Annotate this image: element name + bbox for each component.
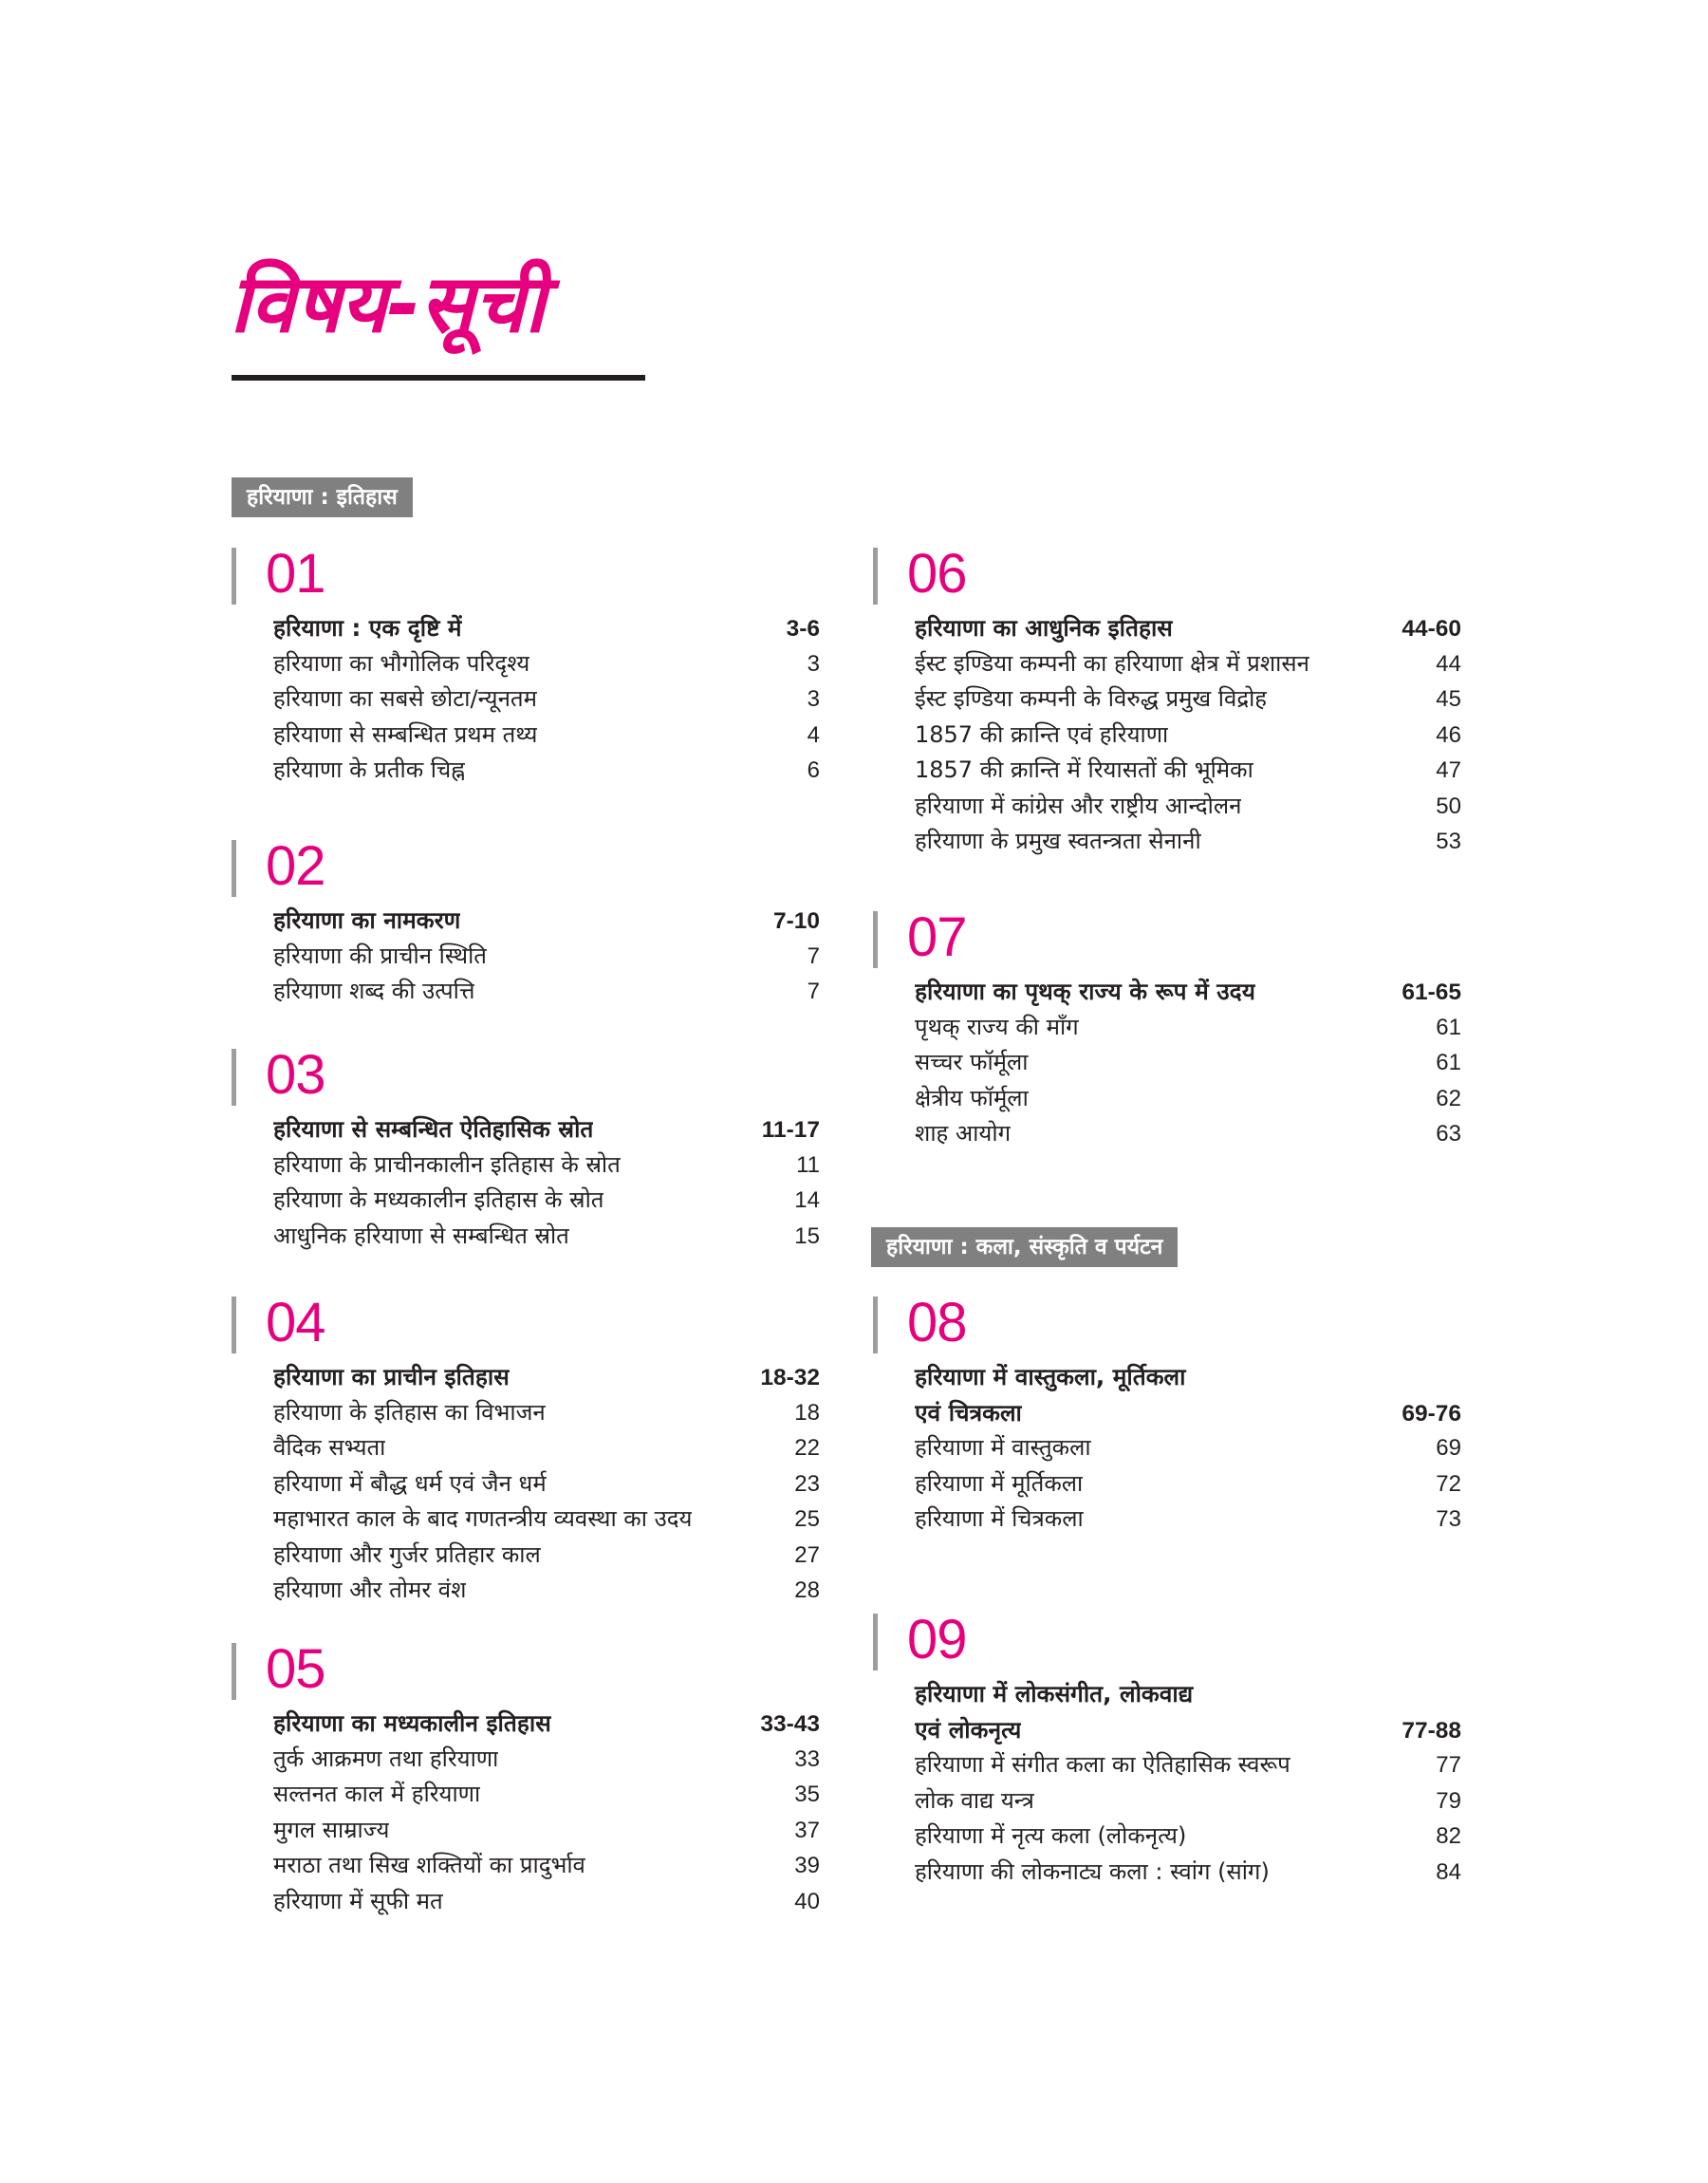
topic-title: मुगल साम्राज्य — [273, 1816, 390, 1843]
chapter-heading-line1: हरियाणा में लोकसंगीत, लोकवाद्य — [915, 1680, 1194, 1707]
topic-title: 1857 की क्रान्ति एवं हरियाणा — [915, 720, 1169, 748]
topic-title: हरियाणा का भौगोलिक परिदृश्य — [273, 649, 530, 677]
topic-page: 27 — [794, 1541, 820, 1568]
topic-title: हरियाणा में चित्रकला — [915, 1505, 1084, 1532]
topic-page: 44 — [1436, 650, 1461, 677]
chapter-bar — [873, 911, 878, 968]
topic-page: 39 — [794, 1853, 820, 1878]
chapter-page-range: 77-88 — [1402, 1717, 1461, 1744]
chapter-number: 01 — [266, 543, 325, 605]
chapter-page-range: 18-32 — [760, 1365, 820, 1390]
topic-page: 45 — [1436, 686, 1461, 712]
topic-row[interactable] — [273, 1538, 820, 1574]
topic-page: 22 — [794, 1435, 820, 1461]
chapter-heading-row[interactable] — [273, 1706, 820, 1742]
topic-page: 7 — [807, 979, 820, 1004]
topic-title: तुर्क आक्रमण तथा हरियाणा — [273, 1745, 499, 1772]
topic-row[interactable] — [273, 974, 820, 1010]
topic-title: हरियाणा के प्रतीक चिह्न — [273, 756, 466, 783]
chapter-page-range: 11-17 — [761, 1117, 820, 1143]
chapter-heading: हरियाणा का पृथक् राज्य के रूप में उदय — [915, 978, 1255, 1005]
topic-title: हरियाणा में संगीत कला का ऐतिहासिक स्वरूप — [915, 1751, 1290, 1778]
topic-page: 50 — [1436, 793, 1461, 819]
topic-title: हरियाणा में नृत्य कला (लोकनृत्य) — [915, 1822, 1187, 1849]
topic-page: 6 — [807, 757, 820, 783]
topic-title: 1857 की क्रान्ति में रियासतों की भूमिका — [915, 756, 1253, 783]
chapter-bar — [232, 840, 236, 897]
topic-page: 28 — [794, 1577, 820, 1603]
chapter-page-range: 69-76 — [1402, 1400, 1461, 1427]
topic-row[interactable] — [273, 1742, 820, 1778]
topic-title: ईस्ट इण्डिया कम्पनी का हरियाणा क्षेत्र में प्रशासन — [915, 649, 1309, 677]
chapter-number: 06 — [907, 543, 967, 605]
chapter-heading-row[interactable] — [273, 1359, 820, 1395]
topic-row[interactable] — [273, 1466, 820, 1502]
topic-title: पृथक् राज्य की माँग — [915, 1013, 1079, 1040]
page-title: विषय-सूची — [230, 257, 546, 350]
chapter-heading: एवं चित्रकला — [915, 1398, 1022, 1427]
topic-page: 61 — [1436, 1014, 1461, 1040]
chapter-heading-row[interactable] — [915, 1712, 1461, 1748]
chapter-page-range: 61-65 — [1402, 980, 1461, 1005]
chapter-heading: हरियाणा से सम्बन्धित ऐतिहासिक स्रोत — [273, 1115, 594, 1143]
topic-page: 33 — [794, 1745, 820, 1772]
topic-page: 25 — [794, 1506, 820, 1532]
topic-title: हरियाणा में सूफी मत — [273, 1887, 443, 1914]
topic-title: हरियाणा में वास्तुकला — [915, 1434, 1091, 1461]
topic-row[interactable] — [915, 1819, 1461, 1855]
topic-row[interactable] — [273, 939, 820, 975]
topic-title: आधुनिक हरियाणा से सम्बन्धित स्रोत — [273, 1222, 569, 1249]
chapter-heading: हरियाणा का प्राचीन इतिहास — [273, 1363, 510, 1390]
topic-row[interactable] — [273, 1848, 820, 1884]
chapter-page-range: 3-6 — [786, 616, 820, 642]
topic-title: हरियाणा शब्द की उत्पत्ति — [273, 978, 475, 1004]
topic-page: 4 — [807, 721, 820, 748]
topic-page: 23 — [794, 1470, 820, 1497]
chapter-heading: एवं लोकनृत्य — [915, 1715, 1022, 1744]
topic-row[interactable] — [915, 1466, 1461, 1502]
topic-row[interactable] — [273, 681, 820, 718]
topic-page: 47 — [1436, 757, 1461, 783]
topic-page: 3 — [807, 650, 820, 677]
topic-row[interactable] — [915, 646, 1461, 682]
topic-row[interactable] — [915, 1430, 1461, 1466]
chapter-page-range: 33-43 — [760, 1711, 820, 1737]
chapter-heading-row[interactable] — [273, 610, 820, 646]
topic-row[interactable] — [273, 1395, 820, 1431]
topic-row[interactable] — [915, 1045, 1461, 1081]
chapter-number: 03 — [266, 1044, 325, 1106]
topic-page: 69 — [1436, 1435, 1461, 1461]
chapter-heading-row[interactable] — [915, 610, 1461, 646]
topic-row[interactable] — [273, 1813, 820, 1849]
topic-page: 18 — [794, 1399, 820, 1426]
section-label-history: हरियाणा : इतिहास — [232, 477, 413, 517]
chapter-number: 02 — [266, 835, 325, 897]
topic-row[interactable] — [273, 753, 820, 789]
topic-title: हरियाणा के इतिहास का विभाजन — [273, 1398, 546, 1426]
chapter-heading: हरियाणा : एक दृष्टि में — [273, 614, 462, 642]
topic-row[interactable] — [915, 1502, 1461, 1538]
topic-page: 72 — [1436, 1470, 1461, 1497]
chapter-bar — [232, 548, 236, 605]
topic-page: 15 — [794, 1222, 820, 1249]
topic-row[interactable] — [273, 1777, 820, 1813]
topic-page: 61 — [1436, 1050, 1461, 1075]
topic-page: 14 — [794, 1187, 820, 1213]
topic-title: हरियाणा और तोमर वंश — [273, 1577, 467, 1603]
chapter-number: 04 — [266, 1292, 325, 1353]
topic-page: 73 — [1436, 1506, 1461, 1532]
topic-row[interactable] — [273, 1573, 820, 1609]
chapter-heading-line1: हरियाणा में वास्तुकला, मूर्तिकला — [915, 1363, 1186, 1390]
chapter-heading-row[interactable] — [915, 1395, 1461, 1431]
topic-title: हरियाणा और गुर्जर प्रतिहार काल — [273, 1540, 541, 1568]
topic-page: 84 — [1436, 1858, 1461, 1885]
topic-page: 63 — [1436, 1121, 1461, 1147]
topic-row[interactable] — [915, 1747, 1461, 1783]
topic-title: हरियाणा में मूर्तिकला — [915, 1469, 1084, 1497]
chapter-heading: हरियाणा का नामकरण — [273, 906, 461, 934]
section-label-culture: हरियाणा : कला, संस्कृति व पर्यटन — [871, 1227, 1178, 1267]
topic-title: ईस्ट इण्डिया कम्पनी के विरुद्ध प्रमुख विद्रोह — [915, 685, 1268, 712]
topic-title: हरियाणा से सम्बन्धित प्रथम तथ्य — [273, 720, 538, 748]
topic-title: क्षेत्रीय फॉर्मूला — [915, 1084, 1029, 1111]
topic-page: 37 — [794, 1817, 820, 1843]
topic-row[interactable] — [273, 1502, 820, 1538]
topic-page: 11 — [796, 1151, 820, 1178]
topic-title: हरियाणा में कांग्रेस और राष्ट्रीय आन्दोलन — [915, 792, 1242, 819]
topic-page: 77 — [1436, 1752, 1461, 1778]
chapter-bar — [873, 1297, 878, 1353]
chapter-heading: हरियाणा का मध्यकालीन इतिहास — [273, 1709, 551, 1737]
topic-page: 79 — [1436, 1787, 1461, 1814]
topic-row[interactable] — [915, 753, 1461, 789]
topic-title: वैदिक सभ्यता — [273, 1434, 386, 1461]
chapter-bar — [873, 548, 878, 605]
topic-page: 46 — [1436, 721, 1461, 748]
topic-row[interactable] — [915, 1010, 1461, 1046]
topic-title: हरियाणा के प्रमुख स्वतन्त्रता सेनानी — [915, 828, 1201, 854]
chapter-number: 05 — [266, 1638, 325, 1700]
topic-row[interactable] — [915, 1081, 1461, 1117]
topic-title: लोक वाद्य यन्त्र — [915, 1786, 1034, 1814]
topic-page: 82 — [1436, 1823, 1461, 1849]
topic-row[interactable] — [915, 1116, 1461, 1152]
topic-row[interactable] — [273, 1147, 820, 1184]
chapter-page-range: 7-10 — [772, 908, 820, 934]
topic-title: हरियाणा की लोकनाट्य कला : स्वांग (सांग) — [915, 1857, 1270, 1885]
topic-title: हरियाणा के मध्यकालीन इतिहास के स्रोत — [273, 1186, 604, 1213]
chapter-number: 09 — [907, 1609, 967, 1670]
topic-row[interactable] — [273, 1183, 820, 1219]
chapter-bar — [232, 1643, 236, 1700]
topic-row[interactable] — [915, 681, 1461, 718]
topic-page: 7 — [807, 942, 820, 969]
topic-title: हरियाणा में बौद्ध धर्म एवं जैन धर्म — [273, 1469, 547, 1497]
topic-row[interactable] — [915, 824, 1461, 860]
chapter-bar — [232, 1049, 236, 1106]
topic-title: सच्चर फॉर्मूला — [915, 1049, 1029, 1075]
topic-title: हरियाणा के प्राचीनकालीन इतिहास के स्रोत — [273, 1150, 621, 1178]
topic-row[interactable] — [915, 718, 1461, 754]
topic-row[interactable] — [273, 1219, 820, 1255]
topic-row[interactable] — [273, 718, 820, 754]
chapter-number: 07 — [907, 906, 967, 968]
topic-row[interactable] — [273, 1430, 820, 1466]
topic-row[interactable] — [915, 1783, 1461, 1819]
topic-row[interactable] — [915, 789, 1461, 825]
chapter-heading-row[interactable] — [915, 974, 1461, 1010]
topic-page: 40 — [794, 1888, 820, 1914]
chapter-heading-row[interactable] — [273, 903, 820, 939]
chapter-heading-row[interactable] — [273, 1111, 820, 1147]
chapter-bar — [873, 1614, 878, 1670]
chapter-heading: हरियाणा का आधुनिक इतिहास — [915, 614, 1173, 642]
chapter-page-range: 44-60 — [1402, 616, 1461, 642]
topic-title: शाह आयोग — [915, 1120, 1012, 1147]
topic-page: 3 — [807, 686, 820, 712]
topic-row[interactable] — [273, 1884, 820, 1920]
chapter-bar — [232, 1297, 236, 1353]
topic-row[interactable] — [915, 1855, 1461, 1891]
topic-title: महाभारत काल के बाद गणतन्त्रीय व्यवस्था का उदय — [273, 1505, 693, 1532]
topic-page: 53 — [1436, 829, 1461, 854]
topic-page: 35 — [794, 1782, 820, 1807]
topic-page: 62 — [1436, 1085, 1461, 1111]
topic-title: मराठा तथा सिख शक्तियों का प्रादुर्भाव — [273, 1852, 585, 1878]
title-underline — [232, 375, 645, 381]
topic-title: हरियाणा की प्राचीन स्थिति — [273, 942, 487, 969]
chapter-number: 08 — [907, 1292, 967, 1353]
topic-row[interactable] — [273, 646, 820, 682]
topic-title: सल्तनत काल में हरियाणा — [273, 1781, 481, 1807]
topic-title: हरियाणा का सबसे छोटा/न्यूनतम — [273, 685, 537, 712]
